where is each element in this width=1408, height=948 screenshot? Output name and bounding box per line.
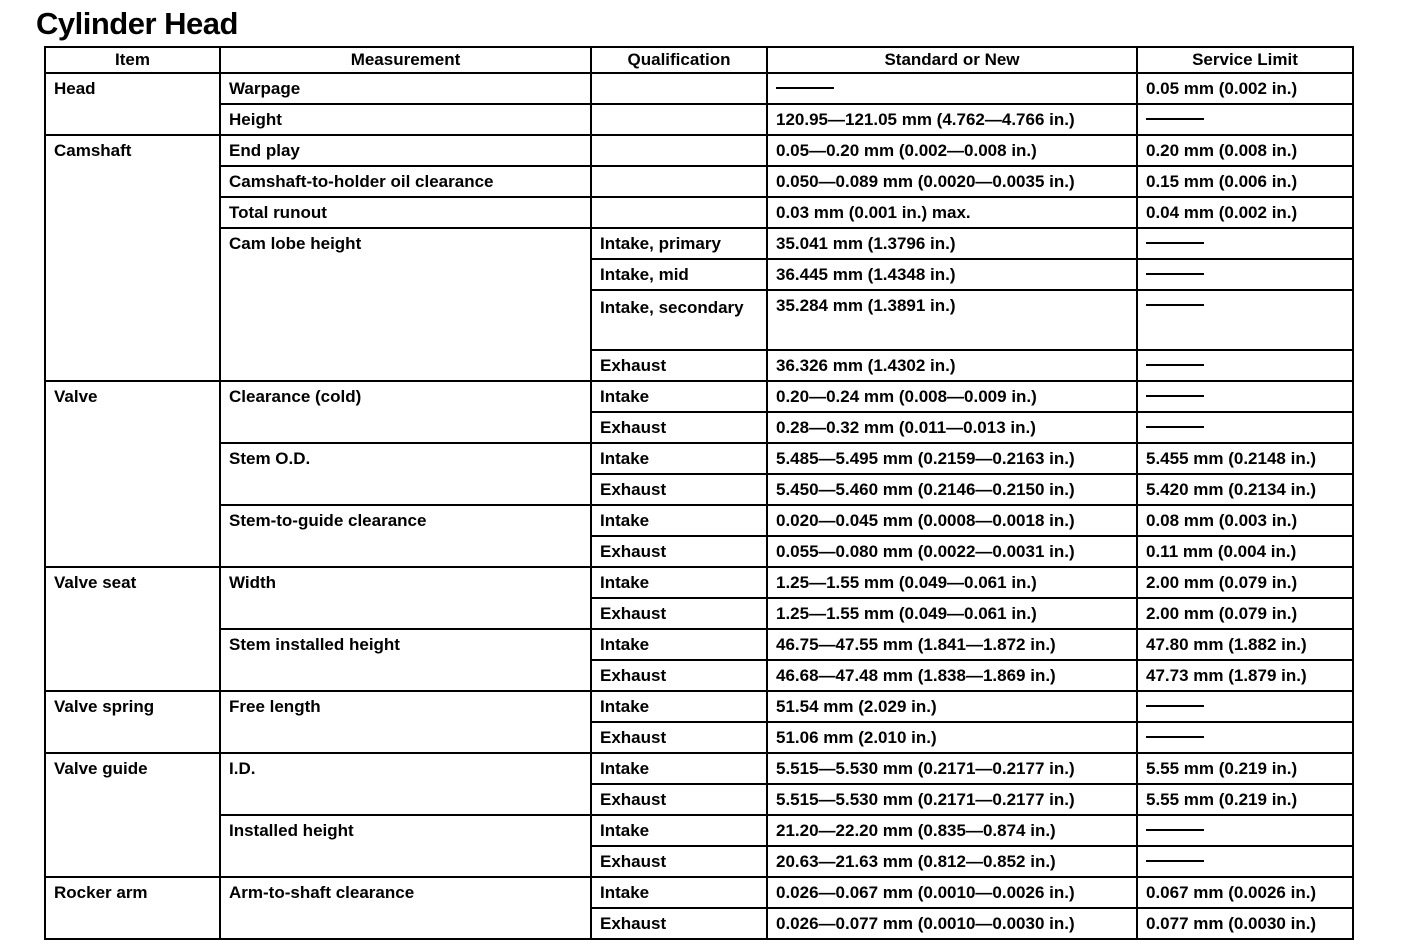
limit-cell: 5.420 mm (0.2134 in.) bbox=[1137, 474, 1353, 505]
qualification-cell: Exhaust bbox=[591, 598, 767, 629]
table-row bbox=[45, 505, 1353, 536]
qualification-cell: Exhaust bbox=[591, 536, 767, 567]
qualification-cell: Intake bbox=[591, 567, 767, 598]
measurement-cell: Warpage bbox=[220, 73, 591, 104]
standard-cell: 36.445 mm (1.4348 in.) bbox=[767, 259, 1137, 290]
standard-cell: 35.041 mm (1.3796 in.) bbox=[767, 228, 1137, 259]
qualification-cell: Intake bbox=[591, 691, 767, 722]
qualification-cell: Intake bbox=[591, 381, 767, 412]
standard-cell: 5.515—5.530 mm (0.2171—0.2177 in.) bbox=[767, 784, 1137, 815]
standard-cell: 5.515—5.530 mm (0.2171—0.2177 in.) bbox=[767, 753, 1137, 784]
limit-cell: 5.55 mm (0.219 in.) bbox=[1137, 784, 1353, 815]
measurement-cell: Height bbox=[220, 104, 591, 135]
table-row bbox=[45, 567, 1353, 598]
limit-cell bbox=[1137, 691, 1353, 722]
measurement-cell: Free length bbox=[220, 691, 591, 753]
measurement-cell: Cam lobe height bbox=[220, 228, 591, 381]
table-row bbox=[45, 197, 1353, 228]
page-title: Cylinder Head bbox=[36, 6, 238, 41]
standard-cell: 0.055—0.080 mm (0.0022—0.0031 in.) bbox=[767, 536, 1137, 567]
qualification-cell: Intake, mid bbox=[591, 259, 767, 290]
qualification-cell: Intake bbox=[591, 629, 767, 660]
qualification-cell: Exhaust bbox=[591, 412, 767, 443]
measurement-cell: I.D. bbox=[220, 753, 591, 815]
standard-cell: 0.026—0.067 mm (0.0010—0.0026 in.) bbox=[767, 877, 1137, 908]
item-cell: Valve bbox=[45, 381, 220, 567]
item-cell: Valve guide bbox=[45, 753, 220, 877]
dash-icon bbox=[1146, 364, 1204, 366]
measurement-cell: Width bbox=[220, 567, 591, 629]
standard-cell: 51.06 mm (2.010 in.) bbox=[767, 722, 1137, 753]
table-row bbox=[45, 73, 1353, 104]
dash-icon bbox=[1146, 118, 1204, 120]
standard-cell: 0.28—0.32 mm (0.011—0.013 in.) bbox=[767, 412, 1137, 443]
dash-icon bbox=[1146, 705, 1204, 707]
limit-cell bbox=[1137, 228, 1353, 259]
item-cell: Valve spring bbox=[45, 691, 220, 753]
standard-cell: 0.026—0.077 mm (0.0010—0.0030 in.) bbox=[767, 908, 1137, 939]
qualification-cell: Exhaust bbox=[591, 474, 767, 505]
item-cell: Rocker arm bbox=[45, 877, 220, 939]
limit-cell: 0.20 mm (0.008 in.) bbox=[1137, 135, 1353, 166]
limit-cell bbox=[1137, 290, 1353, 350]
table-row bbox=[45, 877, 1353, 908]
item-cell: Head bbox=[45, 73, 220, 135]
qualification-cell: Exhaust bbox=[591, 908, 767, 939]
standard-cell: 0.020—0.045 mm (0.0008—0.0018 in.) bbox=[767, 505, 1137, 536]
table-row bbox=[45, 815, 1353, 846]
limit-cell: 0.05 mm (0.002 in.) bbox=[1137, 73, 1353, 104]
limit-cell bbox=[1137, 104, 1353, 135]
qualification-cell: Exhaust bbox=[591, 846, 767, 877]
item-cell: Camshaft bbox=[45, 135, 220, 381]
limit-cell bbox=[1137, 350, 1353, 381]
standard-cell: 46.75—47.55 mm (1.841—1.872 in.) bbox=[767, 629, 1137, 660]
standard-cell: 21.20—22.20 mm (0.835—0.874 in.) bbox=[767, 815, 1137, 846]
limit-cell: 2.00 mm (0.079 in.) bbox=[1137, 598, 1353, 629]
qualification-cell: Exhaust bbox=[591, 660, 767, 691]
standard-cell: 1.25—1.55 mm (0.049—0.061 in.) bbox=[767, 598, 1137, 629]
measurement-cell: End play bbox=[220, 135, 591, 166]
measurement-cell: Stem-to-guide clearance bbox=[220, 505, 591, 567]
limit-cell: 0.15 mm (0.006 in.) bbox=[1137, 166, 1353, 197]
standard-cell: 5.450—5.460 mm (0.2146—0.2150 in.) bbox=[767, 474, 1137, 505]
table-row bbox=[45, 166, 1353, 197]
standard-cell: 20.63—21.63 mm (0.812—0.852 in.) bbox=[767, 846, 1137, 877]
limit-cell bbox=[1137, 815, 1353, 846]
measurement-cell: Stem O.D. bbox=[220, 443, 591, 505]
limit-cell: 0.067 mm (0.0026 in.) bbox=[1137, 877, 1353, 908]
limit-cell: 2.00 mm (0.079 in.) bbox=[1137, 567, 1353, 598]
dash-icon bbox=[1146, 242, 1204, 244]
header-row bbox=[45, 47, 1353, 73]
limit-cell: 5.55 mm (0.219 in.) bbox=[1137, 753, 1353, 784]
measurement-cell: Stem installed height bbox=[220, 629, 591, 691]
qualification-cell bbox=[591, 73, 767, 104]
qualification-cell bbox=[591, 197, 767, 228]
table-row bbox=[45, 629, 1353, 660]
qualification-cell bbox=[591, 104, 767, 135]
dash-icon bbox=[1146, 273, 1204, 275]
item-cell: Valve seat bbox=[45, 567, 220, 691]
qualification-cell: Intake bbox=[591, 753, 767, 784]
standard-cell: 46.68—47.48 mm (1.838—1.869 in.) bbox=[767, 660, 1137, 691]
qualification-cell: Intake bbox=[591, 815, 767, 846]
cylinder-head-spec-table bbox=[44, 46, 1354, 940]
table-row bbox=[45, 104, 1353, 135]
measurement-cell: Total runout bbox=[220, 197, 591, 228]
standard-cell: 0.050—0.089 mm (0.0020—0.0035 in.) bbox=[767, 166, 1137, 197]
qualification-cell: Intake bbox=[591, 877, 767, 908]
limit-cell: 47.80 mm (1.882 in.) bbox=[1137, 629, 1353, 660]
measurement-cell: Clearance (cold) bbox=[220, 381, 591, 443]
standard-cell: 5.485—5.495 mm (0.2159—0.2163 in.) bbox=[767, 443, 1137, 474]
qualification-cell: Intake bbox=[591, 443, 767, 474]
dash-icon bbox=[776, 87, 834, 89]
limit-cell bbox=[1137, 846, 1353, 877]
qualification-cell: Intake, secondary bbox=[591, 290, 767, 350]
standard-cell: 35.284 mm (1.3891 in.) bbox=[767, 290, 1137, 350]
table-row bbox=[45, 443, 1353, 474]
qualification-cell: Intake, primary bbox=[591, 228, 767, 259]
limit-cell bbox=[1137, 381, 1353, 412]
limit-cell bbox=[1137, 722, 1353, 753]
limit-cell: 5.455 mm (0.2148 in.) bbox=[1137, 443, 1353, 474]
measurement-cell: Arm-to-shaft clearance bbox=[220, 877, 591, 939]
dash-icon bbox=[1146, 860, 1204, 862]
qualification-cell bbox=[591, 166, 767, 197]
table-row bbox=[45, 228, 1353, 259]
standard-cell bbox=[767, 73, 1137, 104]
qualification-cell bbox=[591, 135, 767, 166]
standard-cell: 1.25—1.55 mm (0.049—0.061 in.) bbox=[767, 567, 1137, 598]
standard-cell: 0.05—0.20 mm (0.002—0.008 in.) bbox=[767, 135, 1137, 166]
dash-icon bbox=[1146, 426, 1204, 428]
table-row bbox=[45, 135, 1353, 166]
limit-cell: 47.73 mm (1.879 in.) bbox=[1137, 660, 1353, 691]
standard-cell: 120.95—121.05 mm (4.762—4.766 in.) bbox=[767, 104, 1137, 135]
qualification-cell: Intake bbox=[591, 505, 767, 536]
qualification-cell: Exhaust bbox=[591, 722, 767, 753]
measurement-cell: Camshaft-to-holder oil clearance bbox=[220, 166, 591, 197]
limit-cell: 0.08 mm (0.003 in.) bbox=[1137, 505, 1353, 536]
limit-cell: 0.077 mm (0.0030 in.) bbox=[1137, 908, 1353, 939]
standard-cell: 0.20—0.24 mm (0.008—0.009 in.) bbox=[767, 381, 1137, 412]
header-qualification: Qualification bbox=[591, 47, 767, 73]
dash-icon bbox=[1146, 736, 1204, 738]
dash-icon bbox=[1146, 304, 1204, 306]
dash-icon bbox=[1146, 395, 1204, 397]
qualification-cell: Exhaust bbox=[591, 350, 767, 381]
table-row bbox=[45, 753, 1353, 784]
measurement-cell: Installed height bbox=[220, 815, 591, 877]
header-service-limit: Service Limit bbox=[1137, 47, 1353, 73]
standard-cell: 0.03 mm (0.001 in.) max. bbox=[767, 197, 1137, 228]
qualification-cell: Exhaust bbox=[591, 784, 767, 815]
header-measurement: Measurement bbox=[220, 47, 591, 73]
limit-cell: 0.11 mm (0.004 in.) bbox=[1137, 536, 1353, 567]
limit-cell: 0.04 mm (0.002 in.) bbox=[1137, 197, 1353, 228]
standard-cell: 51.54 mm (2.029 in.) bbox=[767, 691, 1137, 722]
header-standard: Standard or New bbox=[767, 47, 1137, 73]
table-row bbox=[45, 691, 1353, 722]
dash-icon bbox=[1146, 829, 1204, 831]
limit-cell bbox=[1137, 412, 1353, 443]
limit-cell bbox=[1137, 259, 1353, 290]
header-item: Item bbox=[45, 47, 220, 73]
standard-cell: 36.326 mm (1.4302 in.) bbox=[767, 350, 1137, 381]
table-row bbox=[45, 381, 1353, 412]
